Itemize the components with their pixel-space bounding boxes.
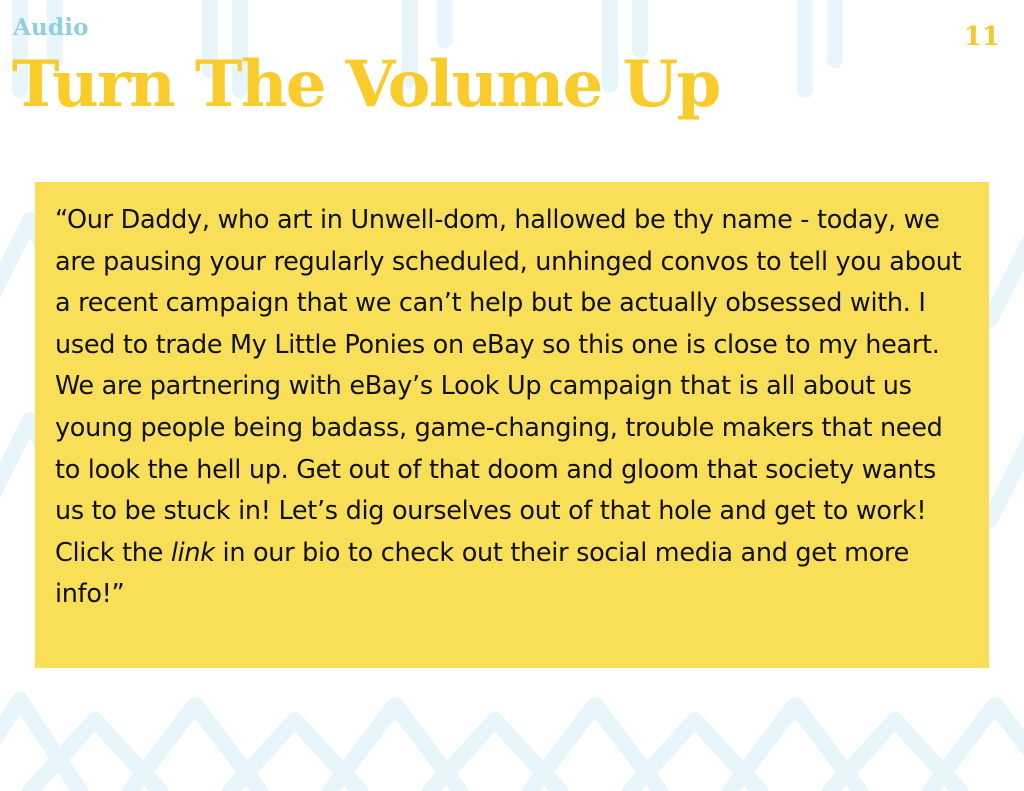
section-label: Audio	[13, 14, 89, 41]
link-word: link	[170, 537, 215, 568]
quote-box	[35, 182, 989, 668]
page-number: 11	[963, 22, 1000, 52]
page-title: Turn The Volume Up	[12, 47, 720, 122]
quote-text-before-link: “Our Daddy, who art in Unwell-dom, hallowed be thy name - today, we are pausing your regularly scheduled, unhinged convos to tell you about a recent campaign that we can’t help but be actually obsessed with. I used to trade My Little Ponies on eBay so this one is close to my heart. We are partnering with eBay’s Look Up campaign that is all about us young people being badass, game-changing, trouble makers that need to look the hell up. Get out of that doom and gloom that society wants us to be stuck in! Let’s dig ourselves out of that hole and get to work! Click the	[55, 205, 962, 568]
quote-text-after-link: in our bio to check out their social media and get more info!”	[55, 537, 910, 610]
quote-text	[55, 200, 969, 616]
